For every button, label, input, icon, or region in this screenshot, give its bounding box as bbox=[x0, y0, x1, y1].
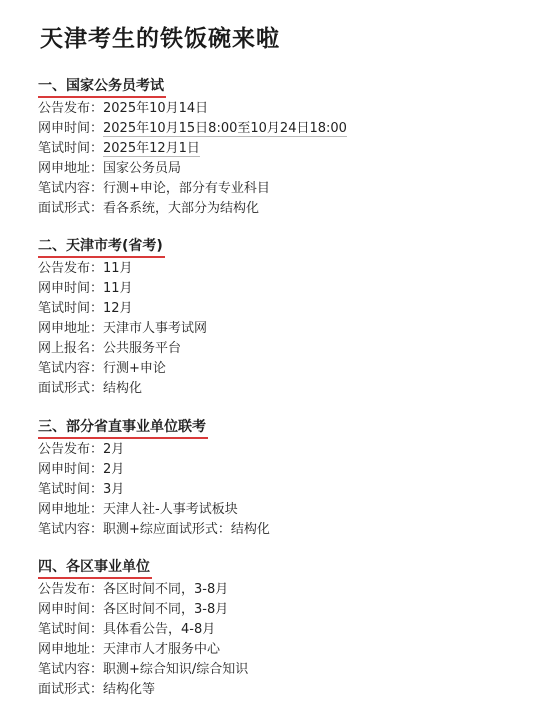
info-row bbox=[38, 319, 520, 339]
row-value: 结构化 bbox=[103, 381, 143, 396]
info-row bbox=[38, 379, 520, 399]
row-label: 网申时间： bbox=[38, 602, 104, 617]
info-row bbox=[38, 660, 520, 680]
row-label: 笔试时间： bbox=[38, 141, 104, 156]
row-value: 2025年10月14日 bbox=[103, 101, 209, 116]
row-label: 网申时间： bbox=[38, 462, 104, 477]
info-row bbox=[38, 179, 520, 199]
row-label: 网申地址： bbox=[38, 161, 104, 176]
row-value: 天津市人才服务中心 bbox=[103, 642, 221, 657]
row-label: 公告发布： bbox=[38, 442, 104, 457]
info-row bbox=[38, 600, 520, 620]
row-label: 公告发布： bbox=[38, 261, 104, 276]
info-row bbox=[38, 279, 520, 299]
row-label: 网上报名： bbox=[38, 341, 104, 356]
row-label: 公告发布： bbox=[38, 101, 104, 116]
row-label: 笔试时间： bbox=[38, 622, 104, 637]
row-label: 笔试内容： bbox=[38, 361, 104, 376]
row-label: 笔试内容： bbox=[38, 522, 104, 537]
row-value: 看各系统，大部分为结构化 bbox=[103, 201, 260, 216]
info-row bbox=[38, 680, 520, 700]
section-heading: 三、部分省直事业单位联考 bbox=[38, 418, 208, 439]
info-row bbox=[38, 520, 520, 540]
row-value: 2025年10月15日8:00至10月24日18:00 bbox=[103, 121, 347, 136]
info-row bbox=[38, 500, 520, 520]
row-label: 网申地址： bbox=[38, 502, 104, 517]
row-label: 笔试时间： bbox=[38, 482, 104, 497]
row-value: 天津市人事考试网 bbox=[103, 321, 208, 336]
row-value: 各区时间不同，3-8月 bbox=[103, 602, 229, 617]
row-value: 具体看公告，4-8月 bbox=[103, 622, 216, 637]
row-value: 天津人社-人事考试板块 bbox=[103, 502, 238, 517]
row-value: 职测+综合知识/综合知识 bbox=[103, 662, 249, 677]
info-row bbox=[38, 119, 520, 139]
section-provincial-institution-joint-exam bbox=[38, 416, 520, 540]
section-district-institutions bbox=[38, 556, 520, 700]
info-row bbox=[38, 640, 520, 660]
info-row bbox=[38, 99, 520, 119]
row-value: 11月 bbox=[103, 281, 133, 296]
row-label: 网申地址： bbox=[38, 642, 104, 657]
info-row bbox=[38, 199, 520, 219]
section-tianjin-provincial-exam bbox=[38, 235, 520, 399]
row-value: 公共服务平台 bbox=[103, 341, 182, 356]
info-row bbox=[38, 159, 520, 179]
row-value: 11月 bbox=[103, 261, 133, 276]
row-label: 笔试时间： bbox=[38, 301, 104, 316]
page-title: 天津考生的铁饭碗来啦 bbox=[40, 26, 280, 52]
row-value: 2月 bbox=[103, 442, 125, 457]
row-label: 网申地址： bbox=[38, 321, 104, 336]
row-value: 各区时间不同，3-8月 bbox=[103, 582, 229, 597]
info-row bbox=[38, 620, 520, 640]
info-row bbox=[38, 299, 520, 319]
section-national-civil-service bbox=[38, 75, 520, 219]
row-value: 行测+申论 bbox=[103, 361, 166, 376]
row-value: 12月 bbox=[103, 301, 133, 316]
info-row bbox=[38, 339, 520, 359]
info-row bbox=[38, 460, 520, 480]
row-label: 面试形式： bbox=[38, 381, 104, 396]
row-value: 2025年12月1日 bbox=[103, 141, 200, 156]
row-value: 结构化等 bbox=[103, 682, 156, 697]
info-row bbox=[38, 580, 520, 600]
row-value: 职测+综应面试形式：结构化 bbox=[103, 522, 270, 537]
row-label: 笔试内容： bbox=[38, 662, 104, 677]
row-value: 2月 bbox=[103, 462, 125, 477]
row-value: 行测+申论，部分有专业科目 bbox=[103, 181, 270, 196]
info-row bbox=[38, 259, 520, 279]
section-heading: 一、国家公务员考试 bbox=[38, 77, 166, 98]
row-value: 3月 bbox=[103, 482, 125, 497]
row-label: 笔试内容： bbox=[38, 181, 104, 196]
section-heading: 二、天津市考(省考) bbox=[38, 237, 165, 258]
section-heading: 四、各区事业单位 bbox=[38, 558, 152, 579]
row-label: 面试形式： bbox=[38, 682, 104, 697]
info-row bbox=[38, 440, 520, 460]
info-row bbox=[38, 139, 520, 159]
row-label: 网申时间： bbox=[38, 281, 104, 296]
row-label: 面试形式： bbox=[38, 201, 104, 216]
info-row bbox=[38, 480, 520, 500]
row-label: 网申时间： bbox=[38, 121, 104, 136]
row-label: 公告发布： bbox=[38, 582, 104, 597]
info-row bbox=[38, 359, 520, 379]
row-value: 国家公务员局 bbox=[103, 161, 182, 176]
